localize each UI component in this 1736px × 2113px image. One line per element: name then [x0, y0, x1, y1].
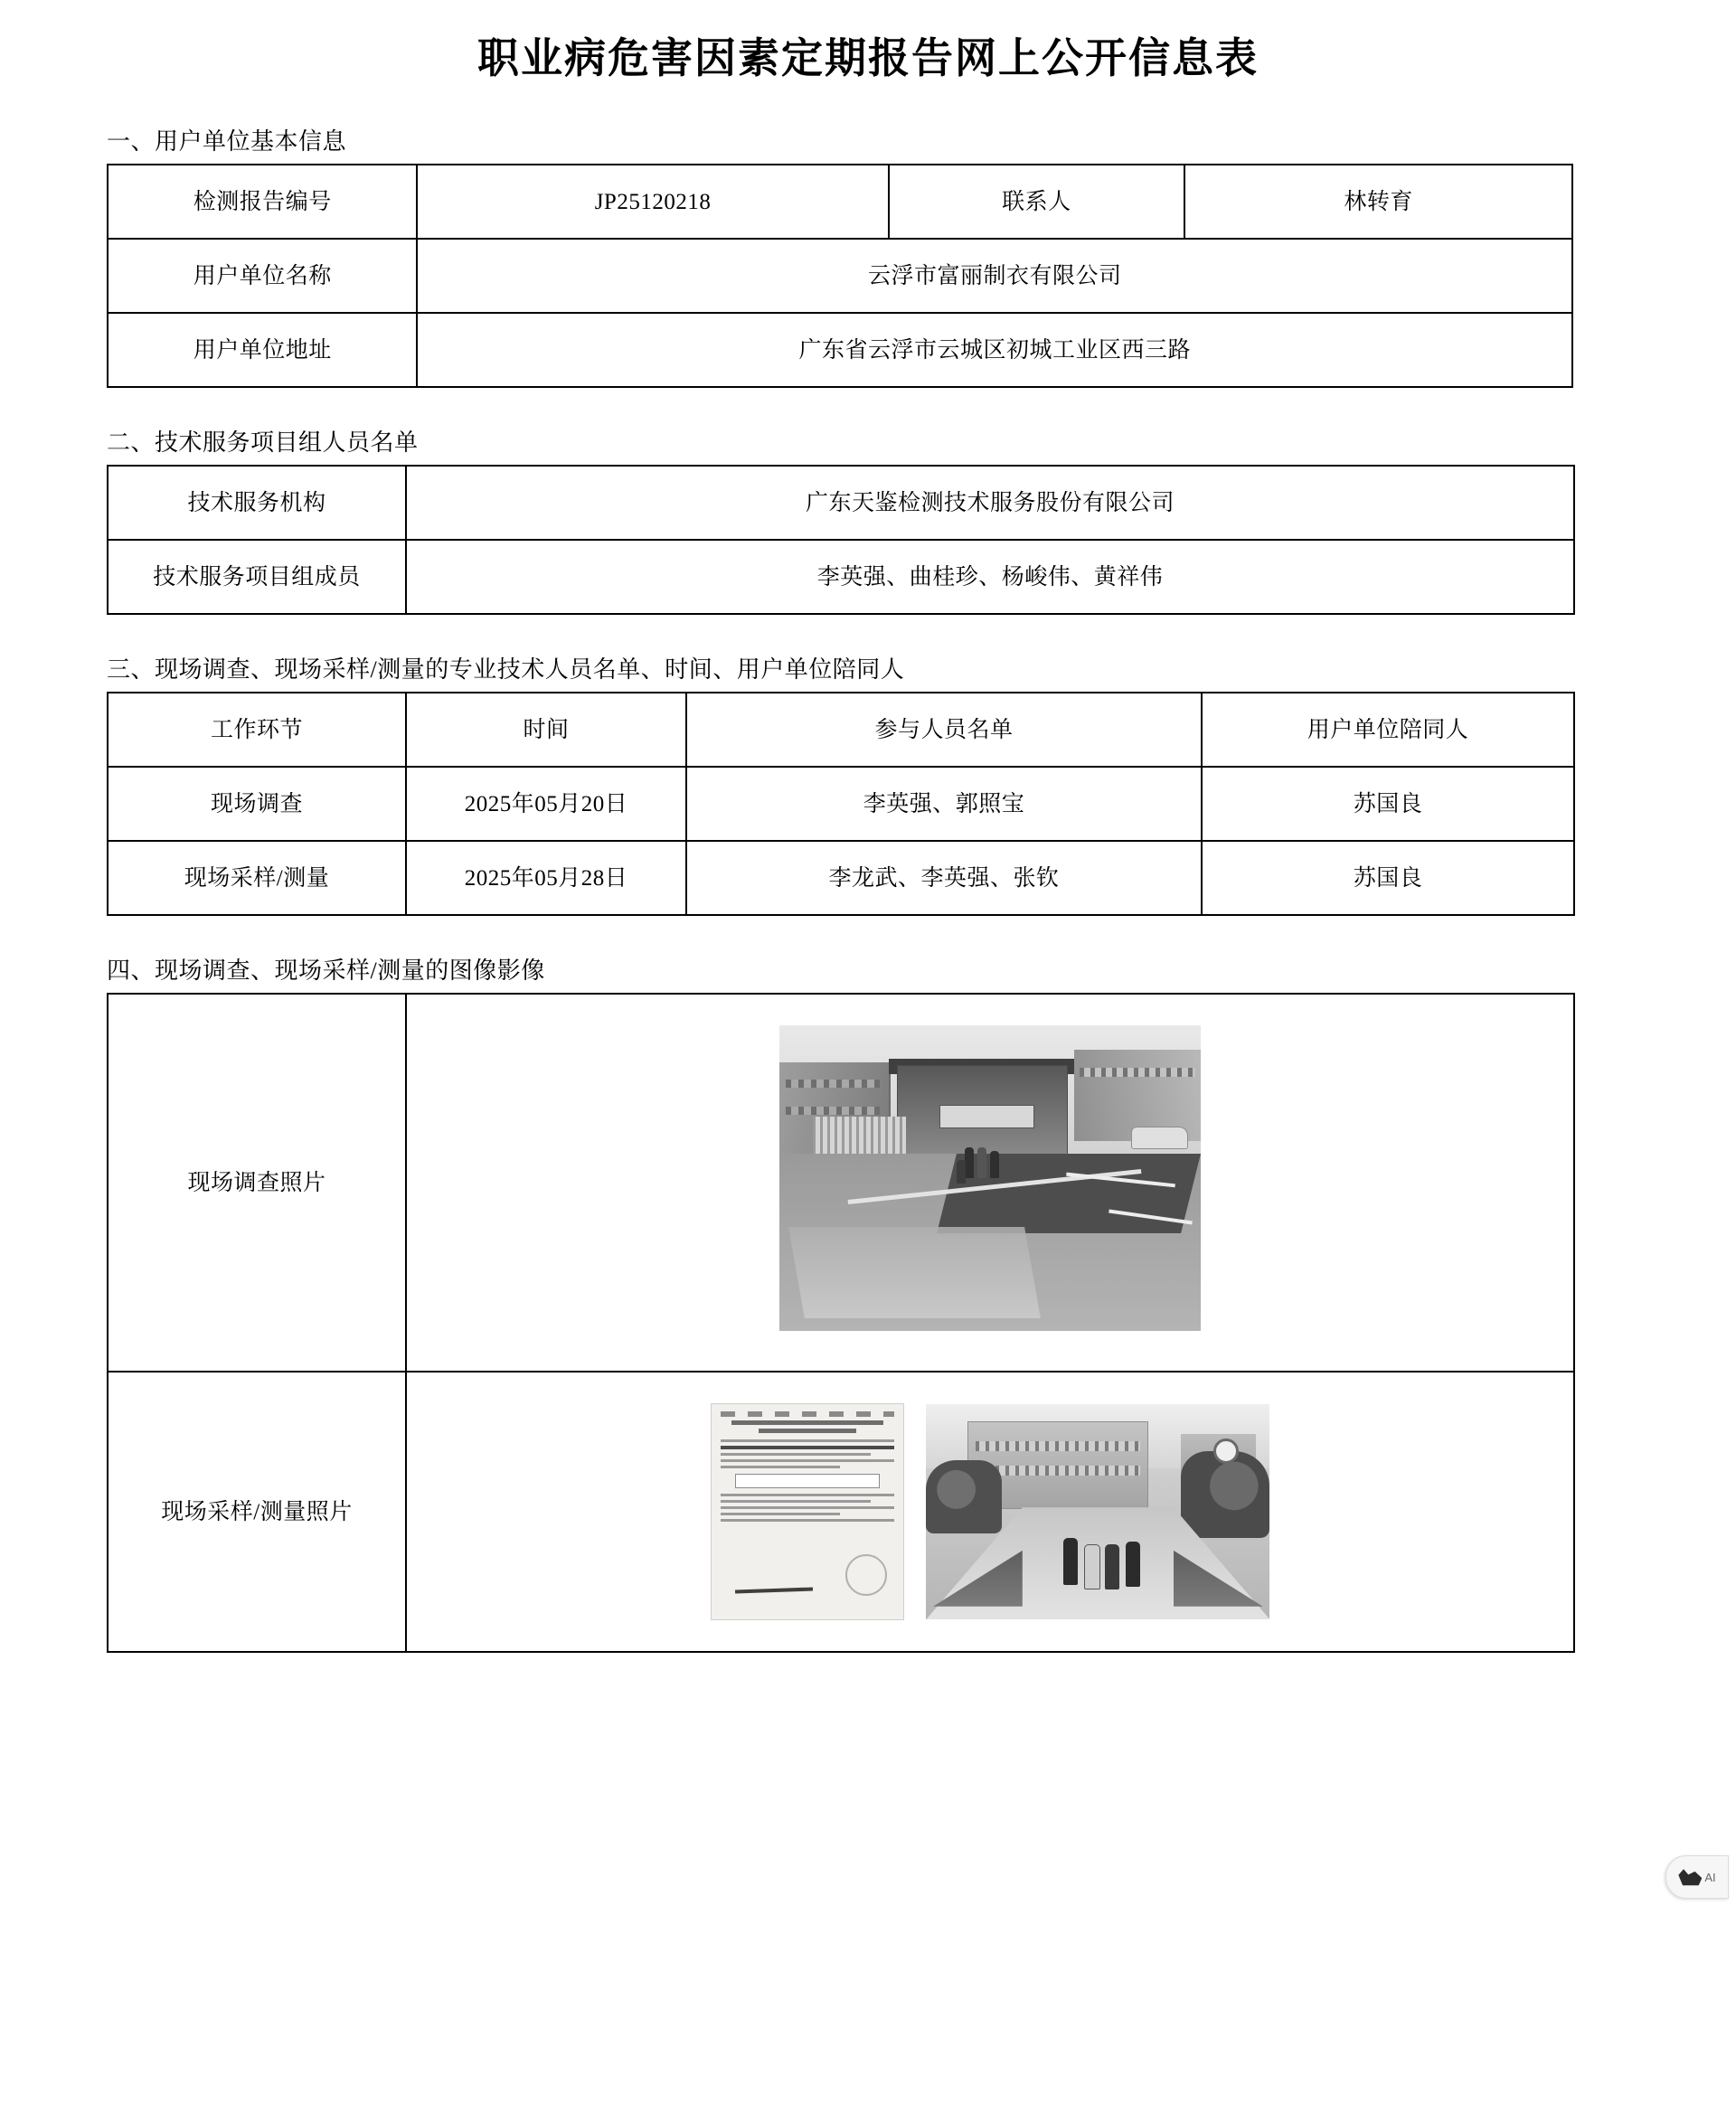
- cell-companion: 苏国良: [1202, 767, 1574, 841]
- person-figure: [1105, 1544, 1119, 1589]
- cell-contact-value: 林转育: [1184, 165, 1572, 239]
- cell-date: 2025年05月28日: [406, 841, 686, 915]
- ai-logo-icon: [1678, 1867, 1702, 1887]
- person-figure: [965, 1147, 974, 1178]
- cell-date: 2025年05月20日: [406, 767, 686, 841]
- left-trees: [926, 1460, 1002, 1533]
- survey-schedule-table: [107, 692, 1575, 916]
- table-row: [108, 466, 1574, 540]
- person-figure: [1063, 1538, 1078, 1585]
- doc-text-line: [721, 1453, 871, 1456]
- cell-survey-photo-label: 现场调查照片: [108, 994, 406, 1372]
- doc-text-line: [721, 1519, 894, 1522]
- cell-agency-value: 广东天鉴检测技术服务股份有限公司: [406, 466, 1574, 540]
- company-signboard: [939, 1105, 1034, 1128]
- doc-subtitle-line: [759, 1429, 856, 1433]
- concrete-apron: [788, 1227, 1041, 1318]
- col-header-stage: 工作环节: [108, 693, 406, 767]
- cell-staff: 李龙武、李英强、张钦: [686, 841, 1202, 915]
- section-photos: [0, 952, 1736, 1653]
- doc-text-line: [721, 1439, 894, 1442]
- doc-handwriting-line: [721, 1446, 894, 1449]
- cell-stage: 现场调查: [108, 767, 406, 841]
- cell-companion: 苏国良: [1202, 841, 1574, 915]
- section-heading-4: 四、现场调查、现场采样/测量的图像影像: [107, 957, 545, 984]
- table-row: [108, 1372, 1574, 1652]
- person-figure: [957, 1160, 966, 1184]
- doc-text-line: [721, 1506, 894, 1509]
- section-basic-info: [0, 123, 1736, 388]
- basic-info-table: [107, 164, 1573, 388]
- cell-staff: 李英强、郭照宝: [686, 767, 1202, 841]
- doc-text-line: [721, 1494, 894, 1496]
- site-survey-photo: [779, 1025, 1201, 1331]
- cell-company-address-value: 广东省云浮市云城区初城工业区西三路: [417, 313, 1572, 387]
- section-heading-1: 一、用户单位基本信息: [107, 128, 347, 155]
- cell-team-members-value: 李英强、曲桂珍、杨峻伟、黄祥伟: [406, 540, 1574, 614]
- table-row: [108, 767, 1574, 841]
- cell-agency-label: 技术服务机构: [108, 466, 406, 540]
- col-header-companion: 用户单位陪同人: [1202, 693, 1574, 767]
- table-row: [108, 540, 1574, 614]
- cell-contact-label: 联系人: [889, 165, 1185, 239]
- section-heading-2: 二、技术服务项目组人员名单: [107, 429, 419, 456]
- photos-table: [107, 993, 1575, 1653]
- table-row: [108, 994, 1574, 1372]
- doc-text-line: [721, 1459, 894, 1462]
- person-figure: [977, 1147, 986, 1178]
- person-figure: [990, 1151, 999, 1178]
- person-figure: [1084, 1544, 1100, 1589]
- fence: [813, 1117, 906, 1156]
- person-figure: [1126, 1542, 1140, 1587]
- cell-company-name-label: 用户单位名称: [108, 239, 417, 313]
- cell-company-address-label: 用户单位地址: [108, 313, 417, 387]
- table-row: [108, 841, 1574, 915]
- signature-mark: [735, 1588, 813, 1594]
- right-trees: [1181, 1451, 1270, 1537]
- doc-header-line: [721, 1411, 894, 1417]
- cell-survey-photo: [406, 994, 1574, 1372]
- doc-text-line: [721, 1513, 840, 1515]
- seal-stamp: [845, 1554, 887, 1596]
- floating-badge-label: AI: [1704, 1870, 1716, 1884]
- table-header-row: [108, 693, 1574, 767]
- table-row: [108, 313, 1572, 387]
- doc-field-box: [735, 1474, 880, 1488]
- table-row: [108, 239, 1572, 313]
- cell-company-name-value: 云浮市富丽制衣有限公司: [417, 239, 1572, 313]
- doc-text-line: [721, 1466, 840, 1468]
- cell-sampling-photo-label: 现场采样/测量照片: [108, 1372, 406, 1652]
- section-service-team: [0, 424, 1736, 615]
- sampling-site-photo: [926, 1404, 1269, 1619]
- cell-stage: 现场采样/测量: [108, 841, 406, 915]
- asphalt-road: [937, 1154, 1201, 1233]
- doc-text-line: [721, 1500, 871, 1503]
- page-title: 职业病危害因素定期报告网上公开信息表: [477, 35, 1259, 81]
- cell-report-no-label: 检测报告编号: [108, 165, 417, 239]
- cell-team-members-label: 技术服务项目组成员: [108, 540, 406, 614]
- col-header-staff: 参与人员名单: [686, 693, 1202, 767]
- parked-car: [1131, 1127, 1188, 1150]
- doc-title-line: [731, 1420, 883, 1425]
- table-row: [108, 165, 1572, 239]
- cell-sampling-photo: [406, 1372, 1574, 1652]
- col-header-date: 时间: [406, 693, 686, 767]
- cell-report-no-value: JP25120218: [417, 165, 888, 239]
- sampling-record-document-photo: [711, 1403, 904, 1620]
- section-heading-3: 三、现场调查、现场采样/测量的专业技术人员名单、时间、用户单位陪同人: [107, 656, 905, 683]
- floating-ai-badge[interactable]: [1665, 1855, 1729, 1899]
- service-team-table: [107, 465, 1575, 615]
- section-survey-schedule: [0, 651, 1736, 916]
